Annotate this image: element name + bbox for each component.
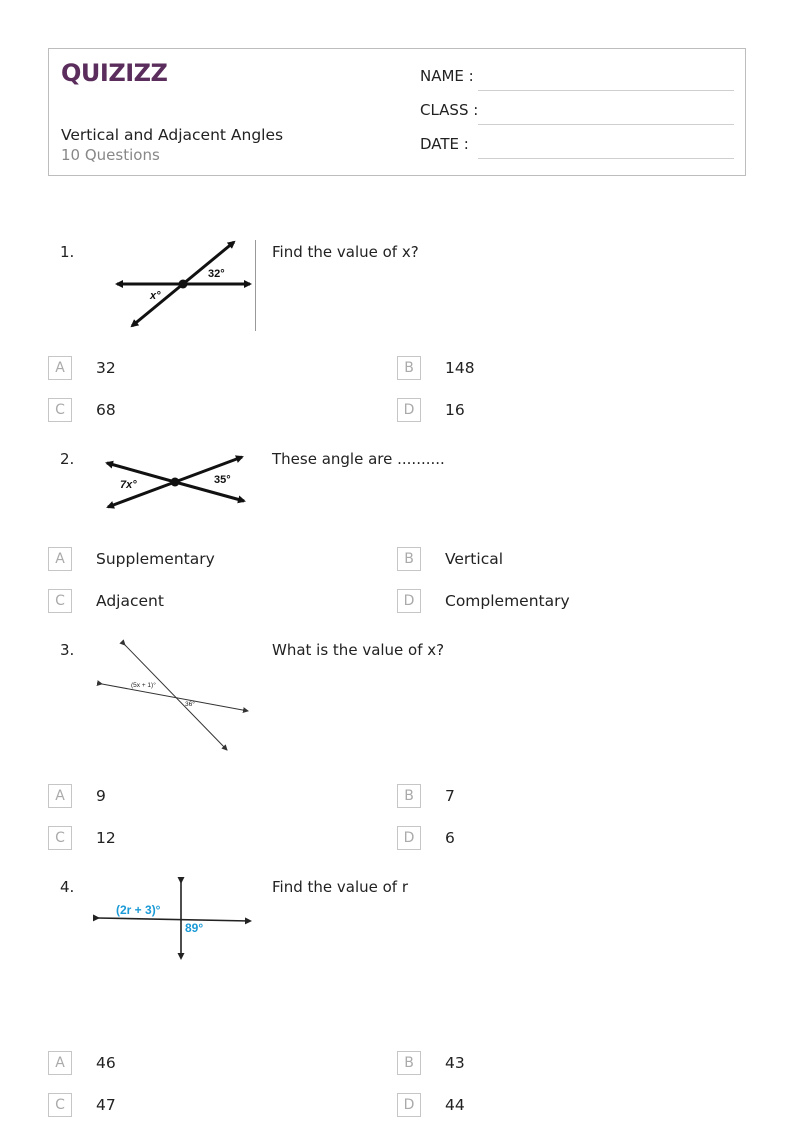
date-label: DATE : xyxy=(420,135,469,153)
question-2-label-b: 35° xyxy=(214,474,231,486)
class-field[interactable] xyxy=(420,101,734,125)
question-3-label-a: (5x + 1)° xyxy=(131,682,156,689)
question-4-option-d[interactable]: 44 xyxy=(445,1096,465,1114)
question-3-option-d[interactable]: 6 xyxy=(445,829,455,847)
question-2-option-d-box[interactable]: D xyxy=(397,589,421,613)
question-2-option-a[interactable]: Supplementary xyxy=(96,550,215,568)
question-3-option-a-box[interactable]: A xyxy=(48,784,72,808)
quizizz-logo: QUIZIZZ xyxy=(61,59,168,87)
question-1-number: 1. xyxy=(60,243,75,261)
question-3-option-d-box[interactable]: D xyxy=(397,826,421,850)
question-1-divider xyxy=(255,240,256,331)
question-2-option-b[interactable]: Vertical xyxy=(445,550,504,568)
name-line[interactable] xyxy=(478,90,734,91)
question-count: 10 Questions xyxy=(61,146,160,164)
question-3-option-b[interactable]: 7 xyxy=(445,787,455,805)
name-label: NAME : xyxy=(420,67,474,85)
class-line[interactable] xyxy=(478,124,734,125)
question-1-option-b-box[interactable]: B xyxy=(397,356,421,380)
date-field[interactable] xyxy=(420,135,734,159)
question-4-option-d-box[interactable]: D xyxy=(397,1093,421,1117)
question-3-option-c-box[interactable]: C xyxy=(48,826,72,850)
question-3-number: 3. xyxy=(60,641,75,659)
question-2-option-d[interactable]: Complementary xyxy=(445,592,570,610)
question-3-figure xyxy=(98,640,254,754)
question-4-number: 4. xyxy=(60,878,75,896)
question-4-label-b: 89° xyxy=(185,921,204,935)
question-1-option-d-box[interactable]: D xyxy=(397,398,421,422)
question-1-option-d[interactable]: 16 xyxy=(445,401,465,419)
question-1-option-c-box[interactable]: C xyxy=(48,398,72,422)
name-field[interactable] xyxy=(420,67,734,91)
question-1-option-a-box[interactable]: A xyxy=(48,356,72,380)
question-1-option-b[interactable]: 148 xyxy=(445,359,475,377)
worksheet-title: Vertical and Adjacent Angles xyxy=(61,126,284,144)
question-1-option-a[interactable]: 32 xyxy=(96,359,116,377)
question-3-text: What is the value of x? xyxy=(272,641,445,659)
question-2-number: 2. xyxy=(60,450,75,468)
question-2-option-a-box[interactable]: A xyxy=(48,547,72,571)
question-1-label-a: 32° xyxy=(208,268,225,280)
date-line[interactable] xyxy=(478,158,734,159)
question-4-figure xyxy=(94,878,256,962)
question-4-option-c[interactable]: 47 xyxy=(96,1096,116,1114)
question-2-option-c[interactable]: Adjacent xyxy=(96,592,164,610)
question-4-text: Find the value of r xyxy=(272,878,409,896)
question-2-option-b-box[interactable]: B xyxy=(397,547,421,571)
question-3-option-a[interactable]: 9 xyxy=(96,787,106,805)
question-1-text: Find the value of x? xyxy=(272,243,419,261)
question-3-option-c[interactable]: 12 xyxy=(96,829,116,847)
question-1-label-b: x° xyxy=(150,290,161,302)
question-2-figure xyxy=(100,450,250,512)
question-2-option-c-box[interactable]: C xyxy=(48,589,72,613)
question-3-option-b-box[interactable]: B xyxy=(397,784,421,808)
question-4-option-c-box[interactable]: C xyxy=(48,1093,72,1117)
question-4-option-b[interactable]: 43 xyxy=(445,1054,465,1072)
question-4-label-a: (2r + 3)° xyxy=(116,903,161,917)
question-4-option-a-box[interactable]: A xyxy=(48,1051,72,1075)
question-1-option-c[interactable]: 68 xyxy=(96,401,116,419)
class-label: CLASS : xyxy=(420,101,479,119)
question-4-option-b-box[interactable]: B xyxy=(397,1051,421,1075)
worksheet-header xyxy=(48,48,746,176)
question-4-option-a[interactable]: 46 xyxy=(96,1054,116,1072)
question-1-figure xyxy=(108,236,256,332)
question-2-label-a: 7x° xyxy=(120,479,137,491)
question-2-text: These angle are .......... xyxy=(272,450,445,468)
question-3-label-b: 36° xyxy=(185,701,195,708)
